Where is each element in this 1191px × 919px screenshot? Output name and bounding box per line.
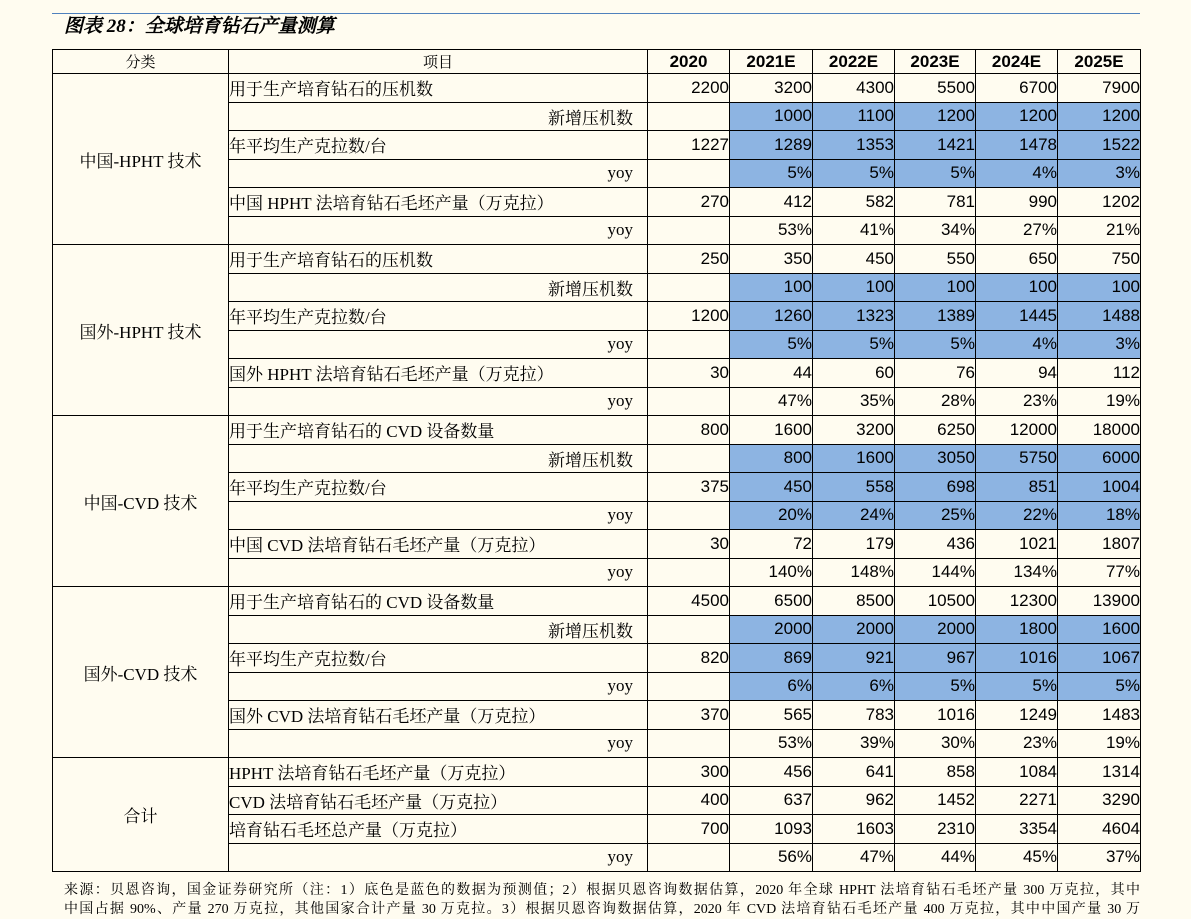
value-cell: 3290 <box>1058 786 1141 815</box>
value-cell: 1200 <box>895 102 976 131</box>
value-cell: 1016 <box>895 701 976 730</box>
value-cell: 44% <box>895 843 976 872</box>
item-label: yoy <box>229 672 648 701</box>
value-cell: 450 <box>813 245 895 274</box>
category-cell: 合计 <box>53 758 229 872</box>
value-cell: 783 <box>813 701 895 730</box>
value-cell: 1421 <box>895 131 976 160</box>
value-cell: 144% <box>895 558 976 587</box>
value-cell: 1000 <box>730 102 813 131</box>
value-cell: 1249 <box>976 701 1058 730</box>
item-label: CVD 法培育钻石毛坯产量（万克拉） <box>229 786 648 815</box>
value-cell: 1522 <box>1058 131 1141 160</box>
value-cell: 1260 <box>730 302 813 331</box>
table-row <box>53 245 1141 274</box>
value-cell: 1067 <box>1058 644 1141 673</box>
value-cell: 1600 <box>813 444 895 473</box>
item-label: yoy <box>229 330 648 359</box>
value-cell: 412 <box>730 188 813 217</box>
table-row <box>53 758 1141 787</box>
value-cell: 77% <box>1058 558 1141 587</box>
value-cell: 23% <box>976 387 1058 416</box>
value-cell: 967 <box>895 644 976 673</box>
table-row <box>53 74 1141 103</box>
item-label: yoy <box>229 729 648 758</box>
value-cell: 400 <box>648 786 730 815</box>
value-cell: 4300 <box>813 74 895 103</box>
value-cell: 3050 <box>895 444 976 473</box>
category-cell: 国外-HPHT 技术 <box>53 245 229 416</box>
value-cell: 1200 <box>1058 102 1141 131</box>
category-cell: 中国-HPHT 技术 <box>53 74 229 245</box>
value-cell: 3% <box>1058 330 1141 359</box>
year-header: 2021E <box>730 50 813 74</box>
value-cell: 781 <box>895 188 976 217</box>
value-cell: 436 <box>895 530 976 559</box>
value-cell: 6700 <box>976 74 1058 103</box>
value-cell: 18000 <box>1058 416 1141 445</box>
value-cell: 270 <box>648 188 730 217</box>
value-cell: 962 <box>813 786 895 815</box>
item-label: 新增压机数 <box>229 444 648 473</box>
value-cell <box>648 843 730 872</box>
value-cell: 5% <box>730 159 813 188</box>
value-cell <box>648 273 730 302</box>
value-cell: 4500 <box>648 587 730 616</box>
value-cell: 456 <box>730 758 813 787</box>
item-label: yoy <box>229 387 648 416</box>
item-label: 国外 CVD 法培育钻石毛坯产量（万克拉） <box>229 701 648 730</box>
value-cell: 650 <box>976 245 1058 274</box>
value-cell: 858 <box>895 758 976 787</box>
value-cell <box>648 615 730 644</box>
value-cell: 41% <box>813 216 895 245</box>
value-cell: 2000 <box>895 615 976 644</box>
value-cell: 53% <box>730 729 813 758</box>
value-cell: 450 <box>730 473 813 502</box>
value-cell: 12000 <box>976 416 1058 445</box>
item-label: 培育钻石毛坯总产量（万克拉） <box>229 815 648 844</box>
value-cell: 1445 <box>976 302 1058 331</box>
value-cell: 23% <box>976 729 1058 758</box>
value-cell: 6% <box>730 672 813 701</box>
value-cell: 1807 <box>1058 530 1141 559</box>
value-cell <box>648 444 730 473</box>
value-cell: 20% <box>730 501 813 530</box>
value-cell: 53% <box>730 216 813 245</box>
item-label: yoy <box>229 501 648 530</box>
header-item: 项目 <box>229 50 648 74</box>
value-cell: 30 <box>648 359 730 388</box>
value-cell: 1200 <box>648 302 730 331</box>
value-cell: 1227 <box>648 131 730 160</box>
value-cell: 100 <box>813 273 895 302</box>
value-cell: 851 <box>976 473 1058 502</box>
value-cell: 1452 <box>895 786 976 815</box>
value-cell: 30% <box>895 729 976 758</box>
value-cell: 100 <box>1058 273 1141 302</box>
year-header: 2025E <box>1058 50 1141 74</box>
value-cell: 1488 <box>1058 302 1141 331</box>
value-cell: 7900 <box>1058 74 1141 103</box>
value-cell: 18% <box>1058 501 1141 530</box>
value-cell: 1100 <box>813 102 895 131</box>
value-cell: 921 <box>813 644 895 673</box>
value-cell: 44 <box>730 359 813 388</box>
value-cell: 641 <box>813 758 895 787</box>
page-title: 图表 28：全球培育钻石产量测算 <box>64 16 335 37</box>
value-cell: 140% <box>730 558 813 587</box>
value-cell: 990 <box>976 188 1058 217</box>
value-cell: 370 <box>648 701 730 730</box>
value-cell: 47% <box>730 387 813 416</box>
table-body <box>53 74 1141 872</box>
source-note-line: 来源：贝恩咨询，国金证券研究所（注：1）底色是蓝色的数据为预测值；2）根据贝恩咨询数据估算，2020 年全球 HPHT 法培育钻石毛坯产量 300 万克拉，其中 <box>64 883 1140 898</box>
value-cell: 1314 <box>1058 758 1141 787</box>
value-cell: 2000 <box>730 615 813 644</box>
value-cell: 1389 <box>895 302 976 331</box>
value-cell: 1603 <box>813 815 895 844</box>
value-cell: 100 <box>895 273 976 302</box>
value-cell: 1323 <box>813 302 895 331</box>
value-cell: 2000 <box>813 615 895 644</box>
value-cell: 5% <box>895 159 976 188</box>
value-cell: 3200 <box>730 74 813 103</box>
item-label: 年平均生产克拉数/台 <box>229 644 648 673</box>
value-cell: 76 <box>895 359 976 388</box>
value-cell: 12300 <box>976 587 1058 616</box>
value-cell: 5750 <box>976 444 1058 473</box>
value-cell: 800 <box>730 444 813 473</box>
item-label: 用于生产培育钻石的压机数 <box>229 245 648 274</box>
value-cell: 2271 <box>976 786 1058 815</box>
value-cell: 565 <box>730 701 813 730</box>
value-cell: 2200 <box>648 74 730 103</box>
item-label: 年平均生产克拉数/台 <box>229 473 648 502</box>
value-cell <box>648 672 730 701</box>
value-cell: 698 <box>895 473 976 502</box>
value-cell: 39% <box>813 729 895 758</box>
value-cell: 34% <box>895 216 976 245</box>
value-cell: 800 <box>648 416 730 445</box>
item-label: HPHT 法培育钻石毛坯产量（万克拉） <box>229 758 648 787</box>
item-label: 中国 HPHT 法培育钻石毛坯产量（万克拉） <box>229 188 648 217</box>
value-cell: 25% <box>895 501 976 530</box>
value-cell: 1200 <box>976 102 1058 131</box>
item-label: 新增压机数 <box>229 273 648 302</box>
value-cell: 148% <box>813 558 895 587</box>
value-cell: 19% <box>1058 729 1141 758</box>
value-cell: 112 <box>1058 359 1141 388</box>
value-cell: 700 <box>648 815 730 844</box>
value-cell: 582 <box>813 188 895 217</box>
value-cell: 5% <box>976 672 1058 701</box>
value-cell: 22% <box>976 501 1058 530</box>
value-cell: 820 <box>648 644 730 673</box>
value-cell: 100 <box>976 273 1058 302</box>
value-cell: 100 <box>730 273 813 302</box>
value-cell: 24% <box>813 501 895 530</box>
value-cell: 4% <box>976 159 1058 188</box>
value-cell: 21% <box>1058 216 1141 245</box>
value-cell: 6000 <box>1058 444 1141 473</box>
header-row <box>53 50 1141 74</box>
value-cell: 2310 <box>895 815 976 844</box>
value-cell: 13900 <box>1058 587 1141 616</box>
value-cell: 10500 <box>895 587 976 616</box>
value-cell: 250 <box>648 245 730 274</box>
value-cell: 5% <box>813 330 895 359</box>
value-cell: 375 <box>648 473 730 502</box>
value-cell: 4604 <box>1058 815 1141 844</box>
source-note-line: 中国占据 90%、产量 270 万克拉，其他国家合计产量 30 万克拉。3）根据贝恩咨询数据估算，2020 年 CVD 法培育钻石毛坯产量 400 万克拉，其中中国产量 30 万 <box>64 902 1140 917</box>
value-cell: 3% <box>1058 159 1141 188</box>
item-label: yoy <box>229 159 648 188</box>
item-label: 国外 HPHT 法培育钻石毛坯产量（万克拉） <box>229 359 648 388</box>
item-label: 用于生产培育钻石的压机数 <box>229 74 648 103</box>
item-label: 用于生产培育钻石的 CVD 设备数量 <box>229 416 648 445</box>
item-label: yoy <box>229 216 648 245</box>
year-header: 2020 <box>648 50 730 74</box>
value-cell: 1021 <box>976 530 1058 559</box>
header-category: 分类 <box>53 50 229 74</box>
value-cell <box>648 330 730 359</box>
value-cell: 1289 <box>730 131 813 160</box>
value-cell <box>648 102 730 131</box>
value-cell: 134% <box>976 558 1058 587</box>
year-header: 2022E <box>813 50 895 74</box>
value-cell: 1084 <box>976 758 1058 787</box>
value-cell: 8500 <box>813 587 895 616</box>
item-label: 用于生产培育钻石的 CVD 设备数量 <box>229 587 648 616</box>
table-row <box>53 587 1141 616</box>
value-cell: 30 <box>648 530 730 559</box>
value-cell: 6500 <box>730 587 813 616</box>
value-cell: 56% <box>730 843 813 872</box>
source-note <box>64 881 1140 919</box>
year-header: 2023E <box>895 50 976 74</box>
value-cell: 5% <box>895 672 976 701</box>
value-cell <box>648 729 730 758</box>
value-cell: 6% <box>813 672 895 701</box>
item-label: 中国 CVD 法培育钻石毛坯产量（万克拉） <box>229 530 648 559</box>
value-cell: 869 <box>730 644 813 673</box>
category-cell: 国外-CVD 技术 <box>53 587 229 758</box>
title-rule <box>52 13 1140 14</box>
value-cell: 1600 <box>730 416 813 445</box>
value-cell: 558 <box>813 473 895 502</box>
value-cell: 60 <box>813 359 895 388</box>
value-cell: 550 <box>895 245 976 274</box>
value-cell: 72 <box>730 530 813 559</box>
value-cell: 300 <box>648 758 730 787</box>
value-cell: 1202 <box>1058 188 1141 217</box>
value-cell: 1800 <box>976 615 1058 644</box>
value-cell: 19% <box>1058 387 1141 416</box>
value-cell: 5% <box>895 330 976 359</box>
value-cell: 45% <box>976 843 1058 872</box>
item-label: yoy <box>229 558 648 587</box>
data-table <box>52 49 1141 872</box>
value-cell: 5500 <box>895 74 976 103</box>
value-cell: 6250 <box>895 416 976 445</box>
value-cell: 350 <box>730 245 813 274</box>
value-cell: 5% <box>730 330 813 359</box>
value-cell: 1016 <box>976 644 1058 673</box>
value-cell: 37% <box>1058 843 1141 872</box>
value-cell: 637 <box>730 786 813 815</box>
value-cell: 47% <box>813 843 895 872</box>
value-cell: 1600 <box>1058 615 1141 644</box>
value-cell: 1004 <box>1058 473 1141 502</box>
item-label: yoy <box>229 843 648 872</box>
value-cell: 1093 <box>730 815 813 844</box>
value-cell: 5% <box>1058 672 1141 701</box>
item-label: 新增压机数 <box>229 615 648 644</box>
category-cell: 中国-CVD 技术 <box>53 416 229 587</box>
value-cell: 1483 <box>1058 701 1141 730</box>
value-cell: 27% <box>976 216 1058 245</box>
value-cell: 28% <box>895 387 976 416</box>
value-cell: 4% <box>976 330 1058 359</box>
value-cell: 3354 <box>976 815 1058 844</box>
value-cell: 179 <box>813 530 895 559</box>
item-label: 新增压机数 <box>229 102 648 131</box>
value-cell: 3200 <box>813 416 895 445</box>
value-cell: 94 <box>976 359 1058 388</box>
value-cell <box>648 159 730 188</box>
value-cell: 750 <box>1058 245 1141 274</box>
value-cell <box>648 216 730 245</box>
value-cell: 35% <box>813 387 895 416</box>
value-cell <box>648 558 730 587</box>
value-cell: 1353 <box>813 131 895 160</box>
item-label: 年平均生产克拉数/台 <box>229 131 648 160</box>
table-row <box>53 416 1141 445</box>
value-cell <box>648 387 730 416</box>
year-header: 2024E <box>976 50 1058 74</box>
value-cell <box>648 501 730 530</box>
item-label: 年平均生产克拉数/台 <box>229 302 648 331</box>
value-cell: 5% <box>813 159 895 188</box>
value-cell: 1478 <box>976 131 1058 160</box>
